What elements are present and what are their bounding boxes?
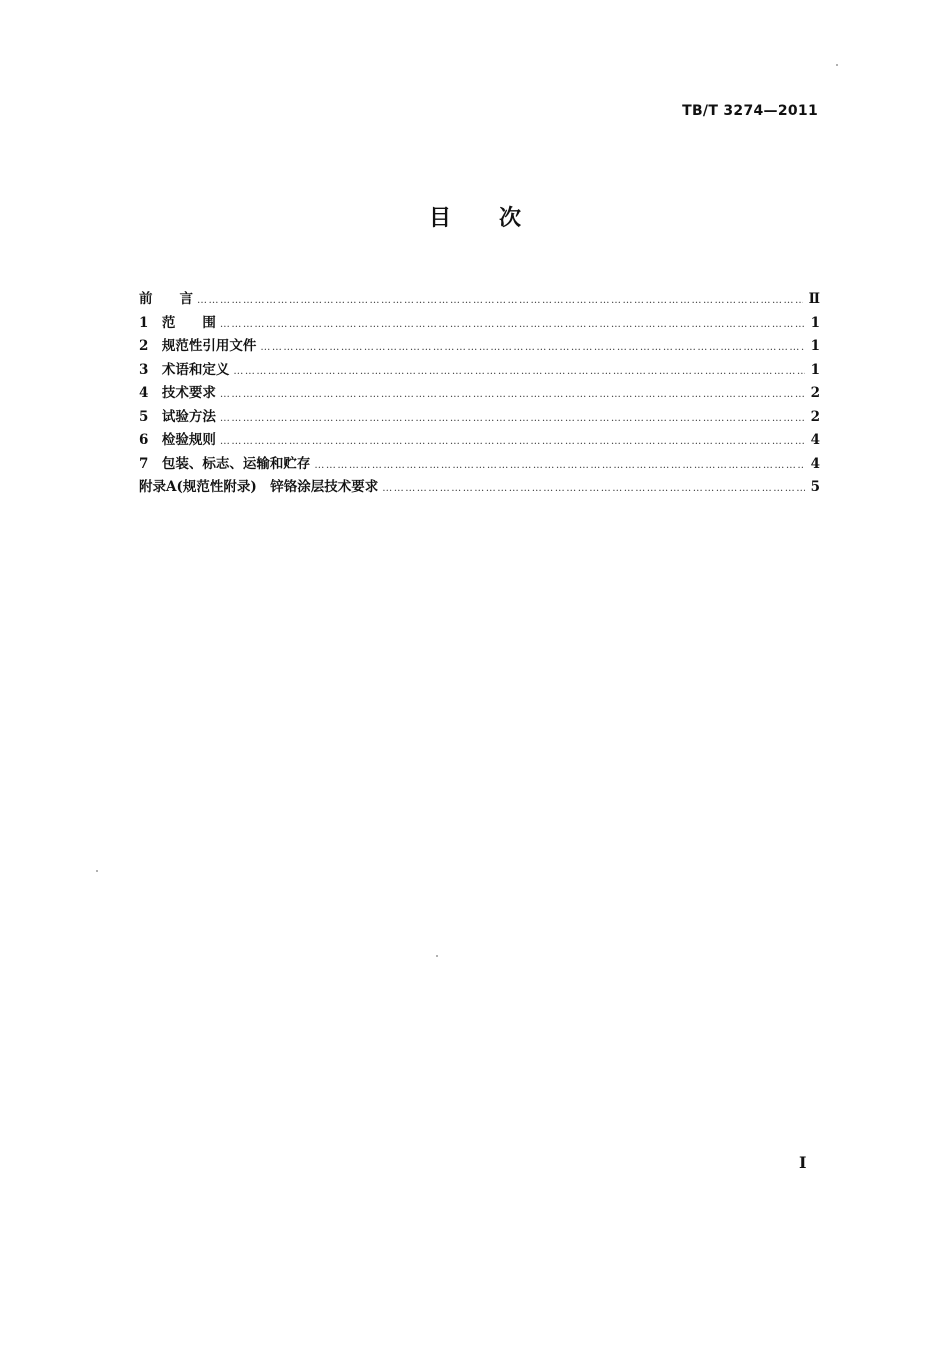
scan-speck bbox=[836, 64, 838, 66]
toc-entry-terms-definitions[interactable] bbox=[139, 359, 820, 383]
toc-entry-test-methods[interactable] bbox=[139, 406, 820, 430]
toc-entry-label: 1 范 围 bbox=[139, 314, 216, 331]
toc-entry-label: 前 言 bbox=[139, 291, 193, 307]
toc-entry-scope[interactable] bbox=[139, 312, 820, 336]
toc-list bbox=[139, 288, 820, 500]
toc-entry-page: 1 bbox=[810, 314, 820, 331]
toc-title: 目次 bbox=[428, 205, 569, 231]
toc-entry-label: 6 检验规则 bbox=[139, 432, 216, 448]
toc-entry-label: 5 试验方法 bbox=[139, 408, 216, 425]
toc-leader-dots bbox=[314, 454, 804, 478]
toc-entry-label: 附录A(规范性附录) 锌铬涂层技术要求 bbox=[139, 479, 379, 495]
toc-leader-dots bbox=[220, 407, 805, 431]
toc-entry-label: 4 技术要求 bbox=[139, 385, 216, 401]
toc-entry-normative-references[interactable] bbox=[139, 335, 820, 359]
toc-entry-annex-a[interactable] bbox=[139, 476, 820, 500]
toc-entry-page: 4 bbox=[810, 432, 820, 448]
toc-leader-dots bbox=[382, 477, 804, 501]
toc-entry-page: 1 bbox=[810, 338, 820, 354]
toc-entry-page: 1 bbox=[810, 361, 820, 378]
page-number: I bbox=[799, 1153, 807, 1172]
toc-entry-page: 4 bbox=[810, 455, 820, 472]
toc-entry-page: 2 bbox=[810, 385, 820, 401]
toc-leader-dots bbox=[220, 430, 805, 454]
toc-leader-dots bbox=[197, 289, 803, 313]
scan-speck bbox=[436, 955, 438, 957]
scan-speck bbox=[96, 870, 98, 872]
toc-entry-label: 7 包装、标志、运输和贮存 bbox=[139, 455, 311, 472]
toc-entry-label: 3 术语和定义 bbox=[139, 361, 230, 378]
toc-entry-page: Ⅱ bbox=[808, 291, 820, 307]
toc-leader-dots bbox=[260, 336, 804, 360]
toc-entry-label: 2 规范性引用文件 bbox=[139, 338, 257, 354]
document-code: TB/T 3274—2011 bbox=[682, 103, 818, 119]
toc-entry-page: 5 bbox=[810, 479, 820, 495]
toc-leader-dots bbox=[220, 383, 805, 407]
toc-entry-foreword[interactable] bbox=[139, 288, 820, 312]
toc-leader-dots bbox=[220, 313, 805, 337]
toc-entry-technical-requirements[interactable] bbox=[139, 382, 820, 406]
toc-entry-packaging-marking[interactable] bbox=[139, 453, 820, 477]
toc-entry-inspection-rules[interactable] bbox=[139, 429, 820, 453]
toc-leader-dots bbox=[233, 360, 804, 384]
toc-entry-page: 2 bbox=[810, 408, 820, 425]
